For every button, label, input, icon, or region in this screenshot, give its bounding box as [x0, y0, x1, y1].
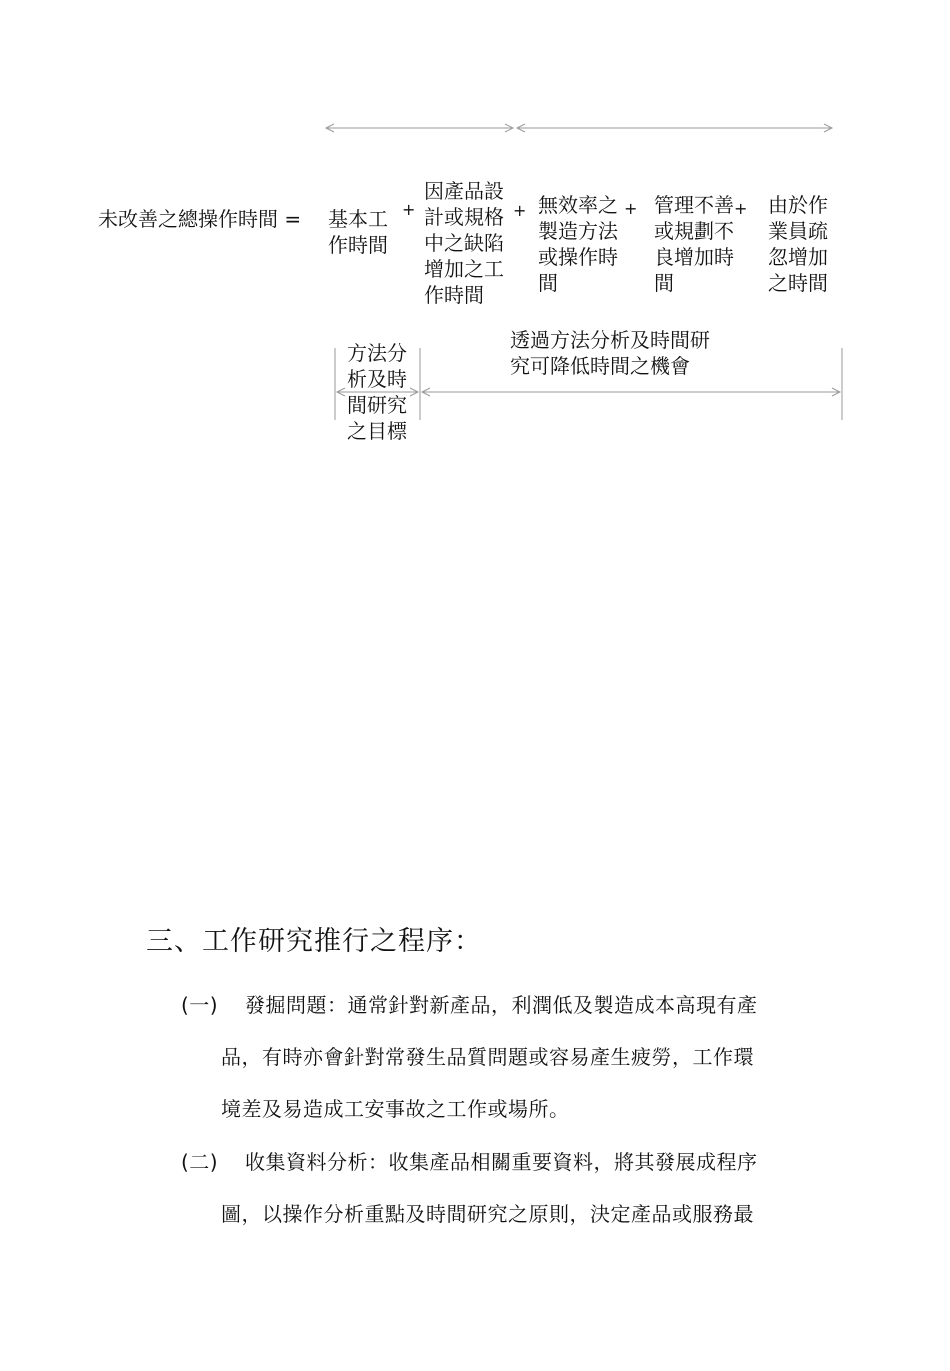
goal-line: 方法分	[347, 341, 407, 365]
term-poor-management-time	[654, 192, 734, 296]
term-line: 間	[538, 271, 558, 295]
list-item-marker: (一)	[181, 993, 219, 1017]
plus-sign: +	[734, 199, 748, 218]
term-line: 由於作	[768, 193, 828, 217]
term-line: 作時間	[328, 233, 388, 257]
list-item-line: 發掘問題：通常針對新產品，利潤低及製造成本高現有產	[245, 993, 758, 1017]
goal-line: 析及時	[347, 367, 407, 391]
term-line: 基本工	[328, 207, 388, 231]
goal-line: 間研究	[347, 393, 407, 417]
list-item-line: 境差及易造成工安事故之工作或場所。	[221, 1097, 570, 1121]
term-line: 之時間	[768, 271, 828, 295]
list-item-line: 品，有時亦會針對常發生品質問題或容易產生疲勞，工作環	[221, 1045, 754, 1069]
goal-label	[347, 340, 407, 444]
term-line: 增加之工	[424, 257, 504, 281]
term-line: 計或規格	[424, 205, 504, 229]
term-operator-negligence-time	[768, 192, 828, 296]
equation-label: 未改善之總操作時間 =	[98, 207, 302, 231]
term-inefficient-method-time	[538, 192, 618, 296]
term-line: 中之缺陷	[424, 231, 504, 255]
list-item-line: 收集資料分析：收集產品相關重要資料，將其發展成程序	[245, 1150, 758, 1174]
opportunity-line: 究可降低時間之機會	[510, 354, 690, 378]
term-line: 或操作時	[538, 245, 618, 269]
opportunity-line: 透過方法分析及時間研	[510, 328, 710, 352]
term-line: 或規劃不	[654, 219, 734, 243]
opportunity-label	[510, 327, 710, 379]
term-line: 管理不善	[654, 193, 734, 217]
plus-sign: +	[513, 201, 527, 220]
term-line: 無效率之	[538, 193, 618, 217]
term-basic-work-time	[328, 206, 388, 258]
section-heading: 三、工作研究推行之程序：	[146, 926, 482, 957]
list-item-marker: (二)	[181, 1150, 219, 1174]
term-design-defect-time	[424, 178, 504, 308]
term-line: 業員疏	[768, 219, 828, 243]
term-line: 因產品設	[424, 179, 504, 203]
term-line: 製造方法	[538, 219, 618, 243]
list-item-line: 圖，以操作分析重點及時間研究之原則，決定產品或服務最	[221, 1202, 754, 1226]
term-line: 作時間	[424, 283, 484, 307]
plus-sign: +	[624, 199, 638, 218]
goal-line: 之目標	[347, 419, 407, 443]
term-line: 良增加時	[654, 245, 734, 269]
plus-sign: +	[402, 200, 416, 219]
term-line: 忽增加	[768, 245, 828, 269]
term-line: 間	[654, 271, 674, 295]
